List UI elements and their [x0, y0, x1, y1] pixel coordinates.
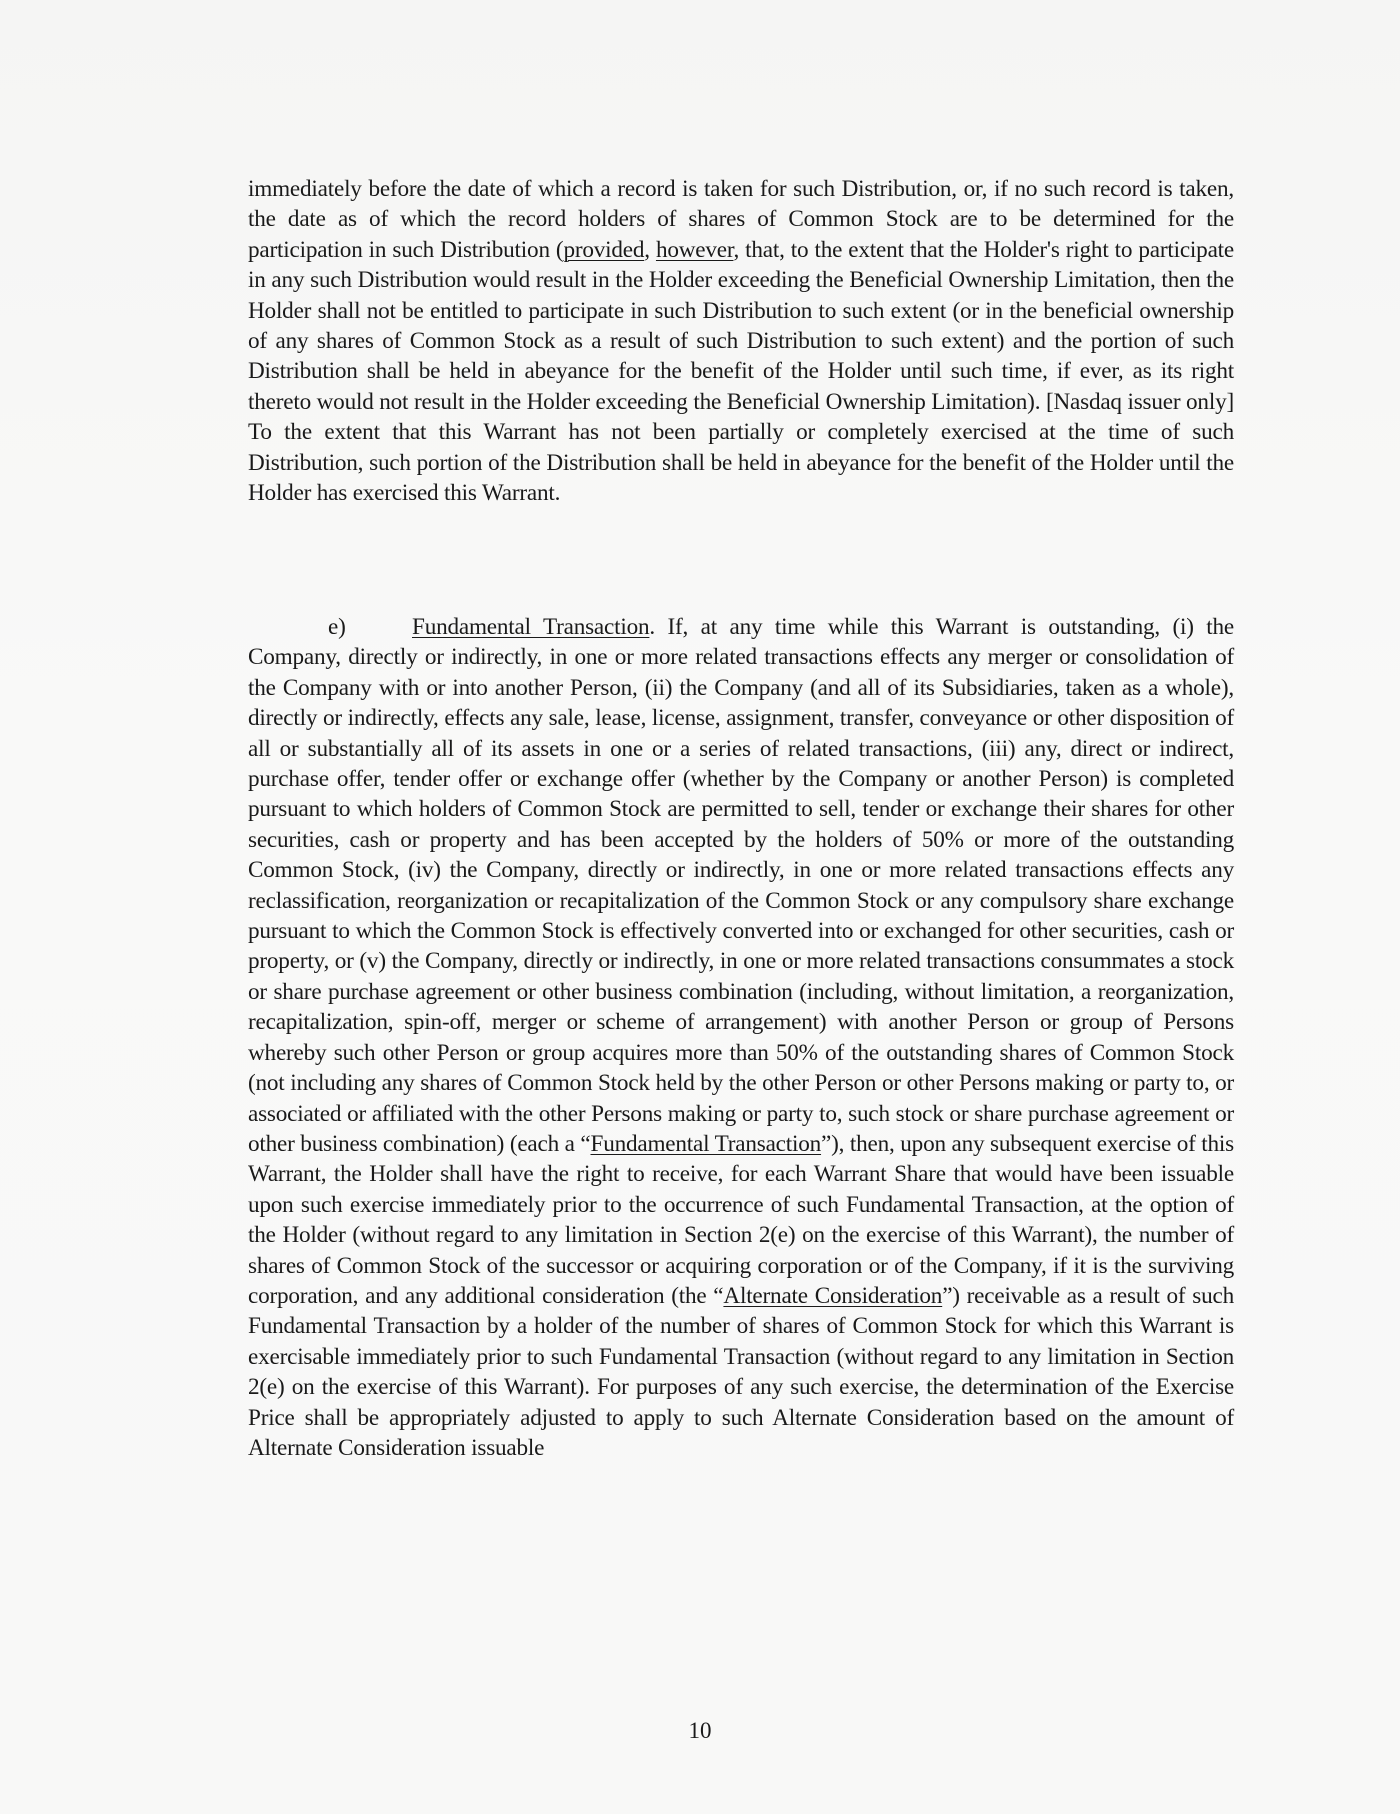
paragraph-e-text-2: ”), then, upon any subsequent exercise of this Warrant, the Holder shall have the right to receive, for each Warrant Share that would have been issuable upon such exercise immediately prior to the occurrence of such Fundamental Transaction, at the option of the Holder (without regard to any limitation in Section 2(e) on the exercise of this Warrant), the number of shares of Common Stock of the successor or acquiring corporation or of the Company, if it is the surviving corporation, and any additional consideration (the “ — [248, 1130, 1234, 1309]
paragraph-e — [248, 612, 1234, 1463]
defined-term-alternate-consideration: Alternate Consideration — [723, 1282, 943, 1309]
paragraph-e-text-3: ”) receivable as a result of such Fundamental Transaction by a holder of the number of shares of Common Stock for which this Warrant is exercisable immediately prior to such Fundamental Transaction (without regard to any limitation in Section 2(e) on the exercise of this Warrant). For purposes of any such exercise, the determination of the Exercise Price shall be appropriately adjusted to apply to such Alternate Consideration based on the amount of Alternate Consideration issuable — [248, 1282, 1234, 1461]
defined-term-fundamental-transaction: Fundamental Transaction — [590, 1130, 822, 1157]
paragraph-e-text-1: . If, at any time while this Warrant is outstanding, (i) the Company, directly or indirectly, in one or more related transactions effects any merger or consolidation of the Company with or into another Person, (ii) the Company (and all of its Subsidiaries, taken as a whole), directly or indirectly, effects any sale, lease, license, assignment, transfer, conveyance or other disposition of all or substantially all of its assets in one or a series of related transactions, (iii) any, direct or indirect, purchase offer, tender offer or exchange offer (whether by the Company or another Person) is completed pursuant to which holders of Common Stock are permitted to sell, tender or exchange their shares for other securities, cash or property and has been accepted by the holders of 50% or more of the outstanding Common Stock, (iv) the Company, directly or indirectly, in one or more related transactions effects any reclassification, reorganization or recapitalization of the Common Stock or any compulsory share exchange pursuant to which the Common Stock is effectively converted into or exchanged for other securities, cash or property, or (v) the Company, directly or indirectly, in one or more related transactions consummates a stock or share purchase agreement or other business combination (including, without limitation, a reorganization, recapitalization, spin-off, merger or scheme of arrangement) with another Person or group of Persons whereby such other Person or group acquires more than 50% of the outstanding shares of Common Stock (not including any shares of Common Stock held by the other Person or other Persons making or party to, or associated or affiliated with the other Persons making or party to, such stock or share purchase agreement or other business combination) (each a “ — [248, 614, 1234, 1157]
page-number: 10 — [688, 1718, 712, 1743]
provided-term: provided — [563, 236, 645, 263]
paragraph-d-text-2: , that, to the extent that the Holder's right to participate in any such Distribution would result in the Holder exceeding the Beneficial Ownership Limitation, then the Holder shall not be entitled to participate in such Distribution to such extent (or in the beneficial ownership of any shares of Common Stock as a result of such Distribution to such extent) and the portion of such Distribution shall be held in abeyance for the benefit of the Holder until such time, if ever, as its right thereto would not result in the Holder exceeding the Beneficial Ownership Limitation). [Nasdaq issuer only] To the extent that this Warrant has not been partially or completely exercised at the time of such Distribution, such portion of the Distribution shall be held in abeyance for the benefit of the Holder until the Holder has exercised this Warrant. — [248, 236, 1234, 507]
paragraph-e-heading: Fundamental Transaction — [412, 614, 650, 640]
paragraph-e-label: e) — [328, 614, 346, 640]
paragraph-d — [248, 174, 1234, 508]
separator: , — [644, 236, 656, 263]
paragraph-d-text-1: immediately before the date of which a record is taken for such Distribution, or, if no such record is taken, the date as of which the record holders of shares of Common Stock are to be determined for the participation in such Distribution ( — [248, 176, 1234, 263]
however-term: however — [655, 236, 734, 263]
